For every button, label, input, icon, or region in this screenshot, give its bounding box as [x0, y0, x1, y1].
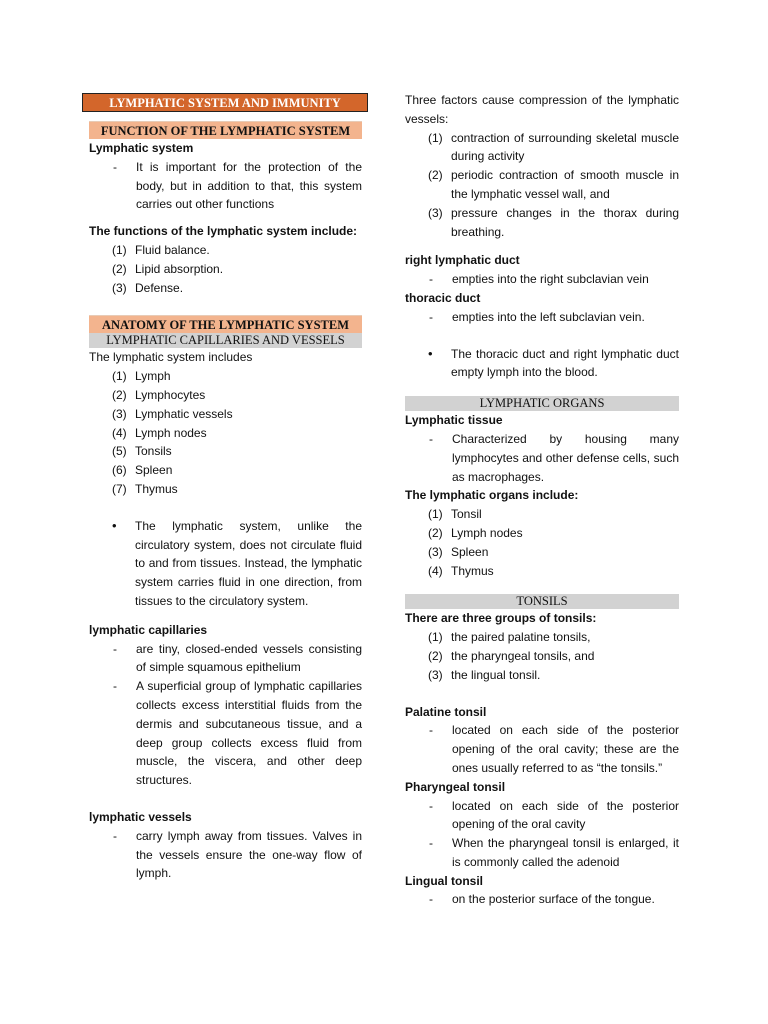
definition-text: A superficial group of lymphatic capillaries collects excess interstitial fluids from the dermis and subcutaneous tissue, and a deep group collects excess fluid from muscle, the viscera, and other deep structures.	[136, 679, 362, 788]
list-text: Lymphocytes	[135, 387, 206, 402]
list-text: Fluid balance.	[135, 242, 210, 257]
bullet-note	[89, 517, 362, 611]
definition-text: on the posterior surface of the tongue.	[452, 892, 655, 907]
section-heading-organs: LYMPHATIC ORGANS	[405, 396, 679, 411]
list-item	[405, 505, 679, 524]
list-number: (7)	[112, 481, 127, 496]
list-text: Spleen	[451, 544, 489, 559]
list-number: (1)	[428, 507, 443, 522]
bullet-text: The lymphatic system, unlike the circulatory system, does not circulate fluid to and from tissues. Instead, the lymphatic system carries fluid in one direction, from tissues to the circulatory system.	[135, 518, 362, 608]
list-text: Spleen	[135, 463, 173, 478]
organs-intro: The lymphatic organs include:	[405, 488, 579, 503]
list-number: (3)	[428, 667, 443, 682]
list-text: contraction of surrounding skeletal muscle during activity	[451, 130, 679, 164]
list-item	[89, 677, 362, 790]
list-item	[89, 405, 362, 424]
list-item	[89, 827, 362, 883]
section-heading-tonsils: TONSILS	[405, 594, 679, 609]
bullet-marker: •	[112, 517, 117, 533]
list-text: Tonsils	[135, 444, 172, 459]
section-heading-anatomy: ANATOMY OF THE LYMPHATIC SYSTEM	[89, 315, 362, 333]
list-item	[405, 129, 679, 167]
list-item	[89, 158, 362, 214]
list-number: (3)	[112, 280, 127, 295]
definition-text: carry lymph away from tissues. Valves in the vessels ensure the one-way flow of lymph.	[136, 828, 362, 881]
list-item	[89, 424, 362, 443]
list-item	[405, 647, 679, 666]
document-title: LYMPHATIC SYSTEM AND IMMUNITY	[82, 93, 368, 112]
term-right-lymphatic-duct: right lymphatic duct	[405, 253, 520, 268]
list-number: (2)	[428, 525, 443, 540]
term-lymphatic-tissue: Lymphatic tissue	[405, 413, 503, 428]
term-lymphatic-capillaries: lymphatic capillaries	[89, 622, 208, 637]
term-lymphatic-system: Lymphatic system	[89, 141, 194, 155]
dash-marker: -	[429, 723, 433, 738]
list-text: the paired palatine tonsils,	[451, 630, 591, 645]
list-text: Lymph	[135, 369, 171, 384]
list-item	[89, 260, 362, 279]
list-text: Thymus	[451, 563, 494, 578]
list-text: Thymus	[135, 481, 178, 496]
list-number: (1)	[112, 242, 127, 257]
list-item	[405, 890, 679, 909]
list-item	[89, 461, 362, 480]
list-item	[405, 797, 679, 835]
functions-intro: The functions of the lymphatic system include:	[89, 224, 358, 239]
list-item	[89, 480, 362, 499]
term-pharyngeal-tonsil: Pharyngeal tonsil	[405, 779, 506, 794]
list-number: (3)	[112, 406, 127, 421]
right-column	[405, 91, 679, 909]
definition-text: empties into the right subclavian vein	[452, 272, 649, 287]
dash-marker: -	[429, 892, 433, 907]
section-heading-function: FUNCTION OF THE LYMPHATIC SYSTEM	[89, 121, 362, 139]
list-number: (1)	[428, 630, 443, 645]
list-item	[89, 386, 362, 405]
list-number: (2)	[428, 648, 443, 663]
dash-marker: -	[429, 272, 433, 287]
list-item	[405, 834, 679, 872]
list-text: the lingual tonsil.	[451, 667, 541, 682]
list-text: Defense.	[135, 280, 184, 295]
list-number: (4)	[428, 563, 443, 578]
definition-text: empties into the left subclavian vein.	[452, 309, 645, 324]
definition-text: When the pharyngeal tonsil is enlarged, it is commonly called the adenoid	[452, 836, 679, 869]
subsection-heading-capillaries: LYMPHATIC CAPILLARIES AND VESSELS	[89, 333, 362, 348]
list-number: (2)	[112, 387, 127, 402]
definition-text: located on each side of the posterior opening of the oral cavity; these are the ones usually referred to as “the tonsils.”	[452, 723, 679, 775]
list-item	[89, 442, 362, 461]
compression-intro: Three factors cause compression of the lymphatic vessels:	[405, 93, 679, 126]
list-number: (6)	[112, 463, 127, 478]
list-item	[405, 308, 679, 327]
list-item	[89, 640, 362, 678]
tonsils-intro: There are three groups of tonsils:	[405, 611, 597, 626]
list-number: (4)	[112, 425, 127, 440]
dash-marker: -	[429, 798, 433, 813]
list-item	[405, 721, 679, 777]
left-column	[89, 91, 362, 883]
list-item	[405, 166, 679, 204]
list-number: (2)	[112, 261, 127, 276]
dash-marker: -	[429, 309, 433, 324]
list-number: (5)	[112, 444, 127, 459]
list-item	[405, 204, 679, 242]
definition-text: located on each side of the posterior opening of the oral cavity	[452, 798, 679, 832]
list-text: Lymph nodes	[451, 525, 523, 540]
list-number: (3)	[428, 544, 443, 559]
definition-text: It is important for the protection of the body, but in addition to that, this system carries out other functions	[136, 159, 362, 212]
bullet-marker: •	[428, 345, 433, 361]
list-text: periodic contraction of smooth muscle in the lymphatic vessel wall, and	[451, 168, 679, 201]
definition-text: Characterized by housing many lymphocytes and other defense cells, such as macrophages.	[452, 431, 679, 484]
list-text: the pharyngeal tonsils, and	[451, 648, 595, 663]
dash-marker: -	[429, 836, 433, 851]
bullet-text: The thoracic duct and right lymphatic duct empty lymph into the blood.	[451, 346, 679, 380]
definition-text: are tiny, closed-ended vessels consisting of simple squamous epithelium	[136, 641, 362, 675]
list-item	[405, 430, 679, 486]
bullet-note	[405, 345, 679, 383]
list-text: Lymph nodes	[135, 425, 207, 440]
list-item	[405, 543, 679, 562]
list-number: (2)	[428, 168, 443, 183]
term-thoracic-duct: thoracic duct	[405, 290, 481, 305]
dash-marker: -	[429, 431, 433, 446]
list-number: (3)	[428, 205, 443, 220]
term-palatine-tonsil: Palatine tonsil	[405, 704, 487, 719]
list-item	[405, 628, 679, 647]
list-item	[405, 666, 679, 685]
dash-marker: -	[113, 641, 117, 656]
list-item	[89, 279, 362, 298]
list-item	[89, 241, 362, 260]
list-item	[405, 524, 679, 543]
list-text: pressure changes in the thorax during breathing.	[451, 205, 679, 239]
list-text: Lipid absorption.	[135, 261, 224, 276]
list-item	[405, 270, 679, 289]
list-item	[89, 367, 362, 386]
dash-marker: -	[113, 159, 117, 174]
list-number: (1)	[428, 130, 443, 145]
list-item	[405, 562, 679, 581]
list-text: Tonsil	[451, 507, 482, 522]
list-number: (1)	[112, 369, 127, 384]
list-text: Lymphatic vessels	[135, 406, 233, 421]
term-lingual-tonsil: Lingual tonsil	[405, 873, 483, 888]
term-lymphatic-vessels: lymphatic vessels	[89, 809, 192, 824]
dash-marker: -	[113, 828, 117, 843]
includes-intro: The lymphatic system includes	[89, 350, 253, 365]
dash-marker: -	[113, 679, 117, 694]
